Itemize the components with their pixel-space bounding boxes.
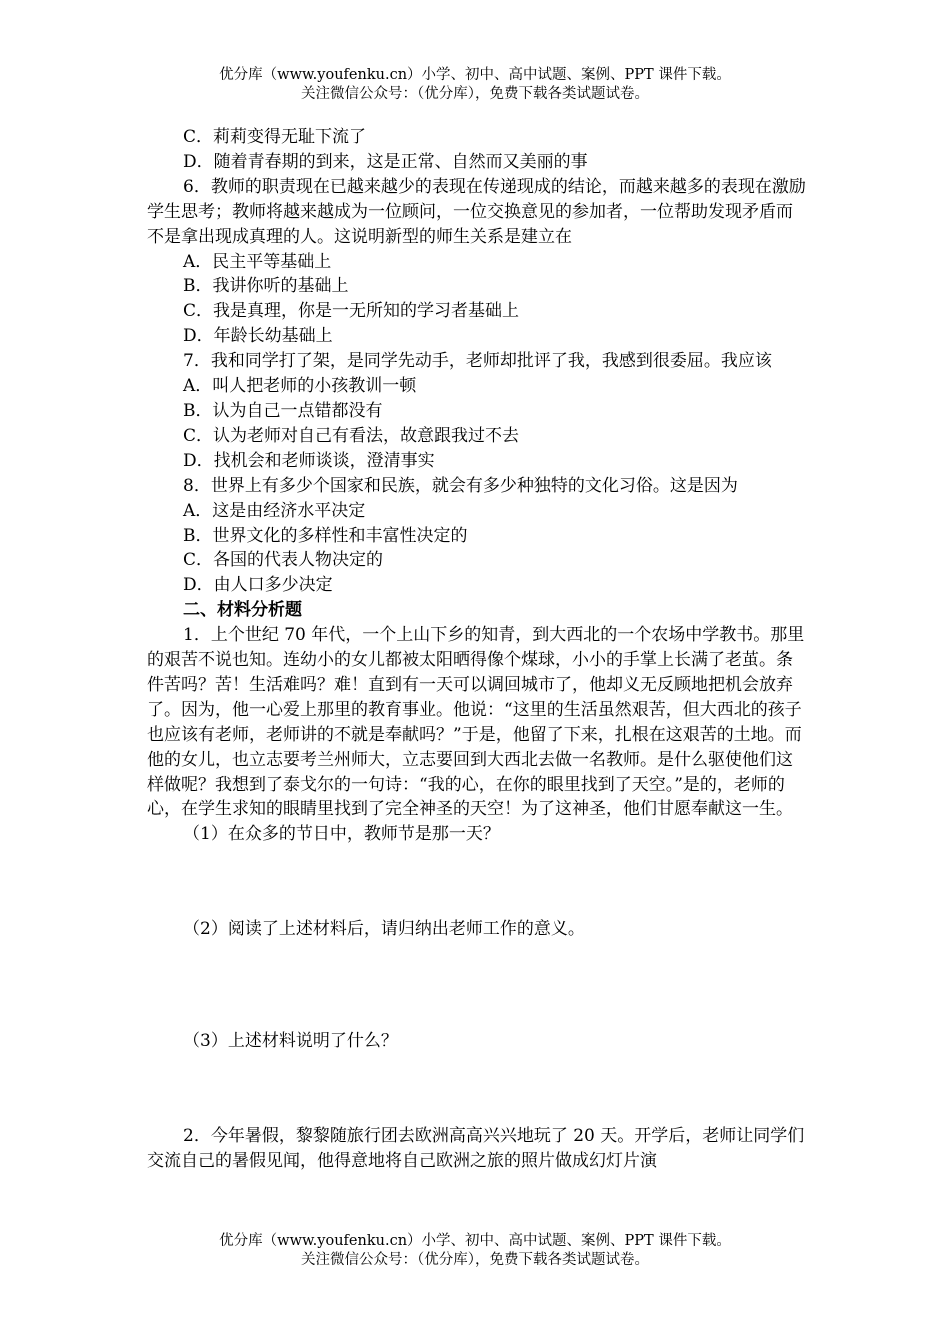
material-1-question-3: （3）上述材料说明了什么？	[183, 1031, 398, 1052]
q5-option-c: C．莉莉变得无耻下流了	[183, 127, 367, 147]
q8-option-c: C．各国的代表人物决定的	[183, 550, 384, 571]
q6-option-d: D．年龄长幼基础上	[183, 326, 333, 347]
footer-line-2: 关注微信公众号：（优分库），免费下载各类试题试卷。	[301, 1252, 649, 1268]
page-header	[0, 66, 950, 104]
q6-option-b: B．我讲你听的基础上	[183, 276, 349, 297]
footer-line-1: 优分库（www.youfenku.cn）小学、初中、高中试题、案例、PPT 课件下载。	[219, 1233, 731, 1249]
q7-option-a: A．叫人把老师的小孩教训一顿	[183, 376, 417, 397]
q7-option-c: C．认为老师对自己有看法，故意跟我过不去	[183, 425, 520, 446]
material-1-question-2: （2）阅读了上述材料后，请归纳出老师工作的意义。	[183, 919, 585, 940]
q8-option-b: B．世界文化的多样性和丰富性决定的	[183, 525, 468, 546]
q6-option-a: A．民主平等基础上	[183, 251, 332, 272]
document-body	[147, 125, 807, 1174]
q8-option-a: A．这是由经济水平决定	[183, 500, 366, 521]
q7-stem: 7．我和同学打了架，是同学先动手，老师却批评了我，我感到很委屈。我应该	[183, 351, 772, 372]
q8-stem: 8．世界上有多少个国家和民族，就会有多少种独特的文化习俗。这是因为	[183, 475, 738, 496]
material-1-text: 1．上个世纪 70 年代，一个上山下乡的知青，到大西北的一个农场中学教书。那里的艰苦不说也知。连幼小的女儿都被太阳晒得像个煤球，小小的手掌上长满了老茧。条件苦吗？苦！生活难吗？难！直到有一天可以调回城市了，他却义无反顾地把机会放弃了。因为，他一心爱上那里的教育事业。他说：“这里的生活虽然艰苦，但大西北的孩子也应该有老师，老师讲的不就是奉献吗？”于是，他留了下来，扎根在这艰苦的土地。而他的女儿，也立志要考兰州师大，立志要回到大西北去做一名教师。是什么驱使他们这样做呢？我想到了泰戈尔的一句诗：“我的心，在你的眼里找到了天空。”是的，老师的心，在学生求知的眼睛里找到了完全神圣的天空！为了这神圣，他们甘愿奉献这一生。	[147, 625, 805, 820]
material-2-text: 2．今年暑假，黎黎随旅行团去欧洲高高兴兴地玩了 20 天。开学后，老师让同学们交流自己的暑假见闻，他得意地将自己欧洲之旅的照片做成幻灯片演	[147, 1126, 805, 1171]
q6-option-c: C．我是真理，你是一无所知的学习者基础上	[183, 301, 520, 322]
q5-option-d: D．随着青春期的到来，这是正常、自然而又美丽的事	[183, 151, 588, 172]
material-1-question-1: （1）在众多的节日中，教师节是那一天？	[183, 824, 500, 845]
q7-option-d: D．找机会和老师谈谈，澄清事实	[183, 450, 435, 471]
header-line-1: 优分库（www.youfenku.cn）小学、初中、高中试题、案例、PPT 课件下载。	[219, 67, 731, 83]
q8-option-d: D．由人口多少决定	[183, 575, 333, 596]
q7-option-b: B．认为自己一点错都没有	[183, 400, 383, 421]
page-footer	[0, 1232, 950, 1270]
q6-stem: 6．教师的职责现在已越来越少的表现在传递现成的结论，而越来越多的表现在激励学生思考；教师将越来越成为一位顾问，一位交换意见的参加者，一位帮助发现矛盾而不是拿出现成真理的人。这说明新型的师生关系是建立在	[147, 176, 806, 247]
section-heading: 二、材料分析题	[183, 600, 302, 621]
header-line-2: 关注微信公众号：（优分库），免费下载各类试题试卷。	[301, 86, 649, 102]
